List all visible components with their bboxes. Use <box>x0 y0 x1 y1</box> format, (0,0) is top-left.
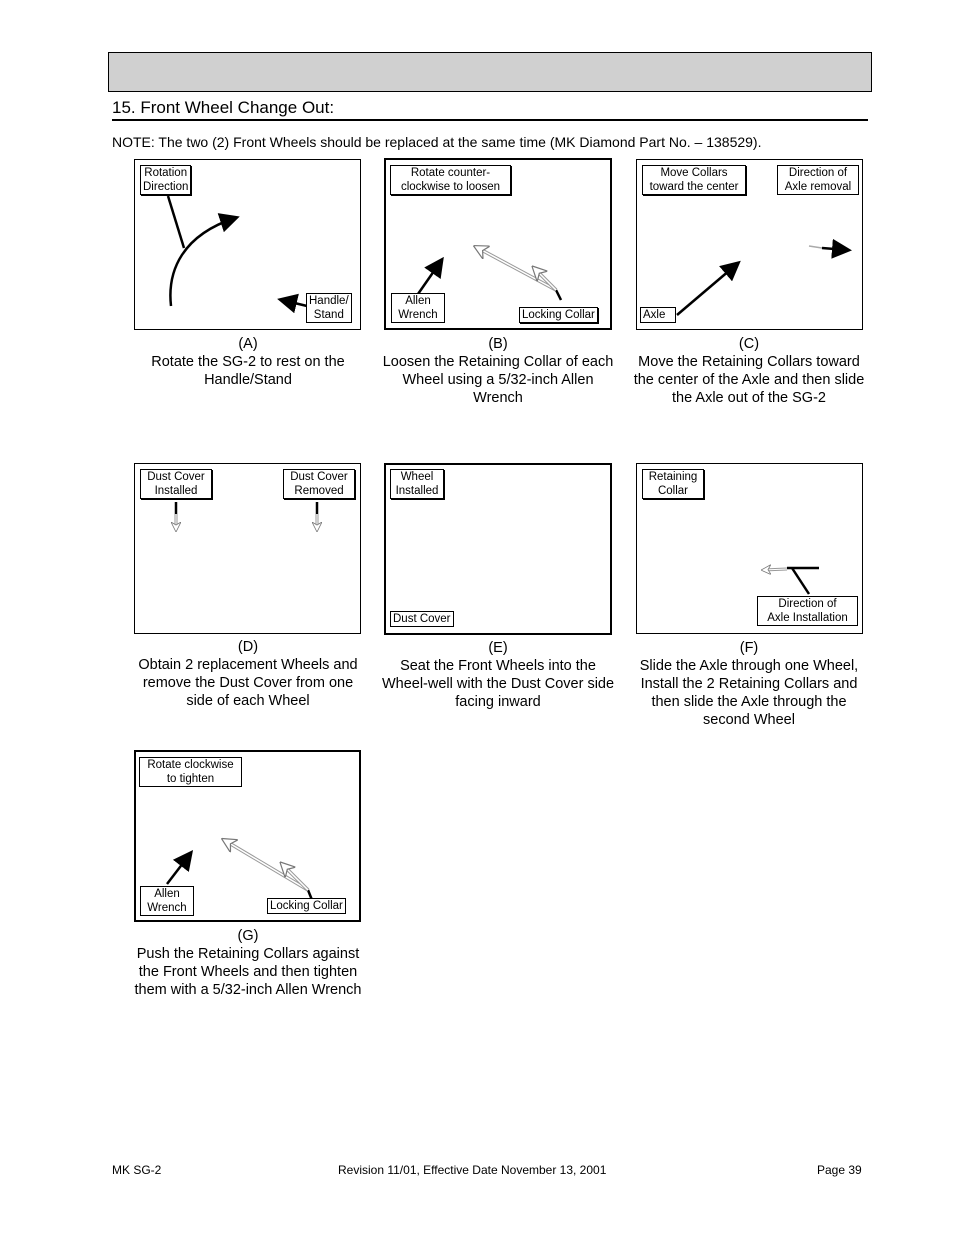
caption-f <box>629 639 869 729</box>
label-rotate-counterclockwise: Rotate counter- clockwise to loosen <box>390 165 511 195</box>
caption-c-text: Move the Retaining Collars toward the center of the Axle and then slide the Axle out of the SG-2 <box>633 354 865 406</box>
caption-g <box>128 927 368 999</box>
caption-b-letter: (B) <box>488 336 508 352</box>
label-handle-stand: Handle/ Stand <box>306 293 352 323</box>
figure-b <box>384 158 612 330</box>
caption-e-letter: (E) <box>488 640 508 656</box>
label-dust-cover-installed: Dust Cover Installed <box>140 469 212 499</box>
figure-d <box>134 463 361 634</box>
figure-e <box>384 463 612 635</box>
caption-f-text: Slide the Axle through one Wheel, Install the 2 Retaining Collars and then slide the Axle through the second Wheel <box>639 658 859 728</box>
section-title: 15. Front Wheel Change Out: <box>112 98 868 121</box>
caption-d-text: Obtain 2 replacement Wheels and remove the Dust Cover from one side of each Wheel <box>138 657 358 709</box>
caption-e <box>378 639 618 711</box>
caption-a-letter: (A) <box>238 336 258 352</box>
label-wheel-installed: Wheel Installed <box>390 469 444 499</box>
label-move-collars: Move Collars toward the center <box>642 165 746 195</box>
caption-c <box>629 335 869 407</box>
caption-b <box>378 335 618 407</box>
caption-b-text: Loosen the Retaining Collar of each Wheel using a 5/32-inch Allen Wrench <box>382 354 614 406</box>
label-dust-cover-removed: Dust Cover Removed <box>283 469 355 499</box>
caption-f-letter: (F) <box>739 640 759 656</box>
label-axle: Axle <box>640 307 676 323</box>
label-locking-collar: Locking Collar <box>519 307 598 323</box>
caption-d <box>128 638 368 710</box>
figure-f <box>636 463 863 634</box>
header-bar <box>108 52 872 92</box>
label-rotation-direction: Rotation Direction <box>140 165 191 195</box>
figure-a <box>134 159 361 330</box>
note-text: NOTE: The two (2) Front Wheels should be replaced at the same time (MK Diamond Part No. – 138529). <box>112 134 762 150</box>
footer-center: Revision 11/01, Effective Date November 13, 2001 <box>338 1163 607 1177</box>
label-direction-axle-removal: Direction of Axle removal <box>777 165 859 195</box>
label-allen-wrench: Allen Wrench <box>391 293 445 323</box>
label-direction-axle-installation: Direction of Axle Installation <box>757 596 858 626</box>
caption-e-text: Seat the Front Wheels into the Wheel-well with the Dust Cover side facing inward <box>381 658 615 710</box>
label-rotate-clockwise: Rotate clockwise to tighten <box>139 757 242 787</box>
figure-c <box>636 159 863 330</box>
label-allen-wrench-g: Allen Wrench <box>140 886 194 916</box>
caption-a-text: Rotate the SG-2 to rest on the Handle/Stand <box>151 354 345 388</box>
footer-left: MK SG-2 <box>112 1163 162 1177</box>
footer-page-number: Page 39 <box>817 1163 862 1177</box>
caption-d-letter: (D) <box>237 639 259 655</box>
label-retaining-collar: Retaining Collar <box>642 469 704 499</box>
caption-c-letter: (C) <box>738 336 760 352</box>
caption-g-text: Push the Retaining Collars against the Front Wheels and then tighten them with a 5/32-inch Allen Wrench <box>134 946 362 998</box>
figure-g <box>134 750 361 922</box>
caption-a <box>128 335 368 389</box>
label-dust-cover: Dust Cover <box>390 611 454 627</box>
label-locking-collar-g: Locking Collar <box>267 898 346 914</box>
caption-g-letter: (G) <box>237 928 259 944</box>
